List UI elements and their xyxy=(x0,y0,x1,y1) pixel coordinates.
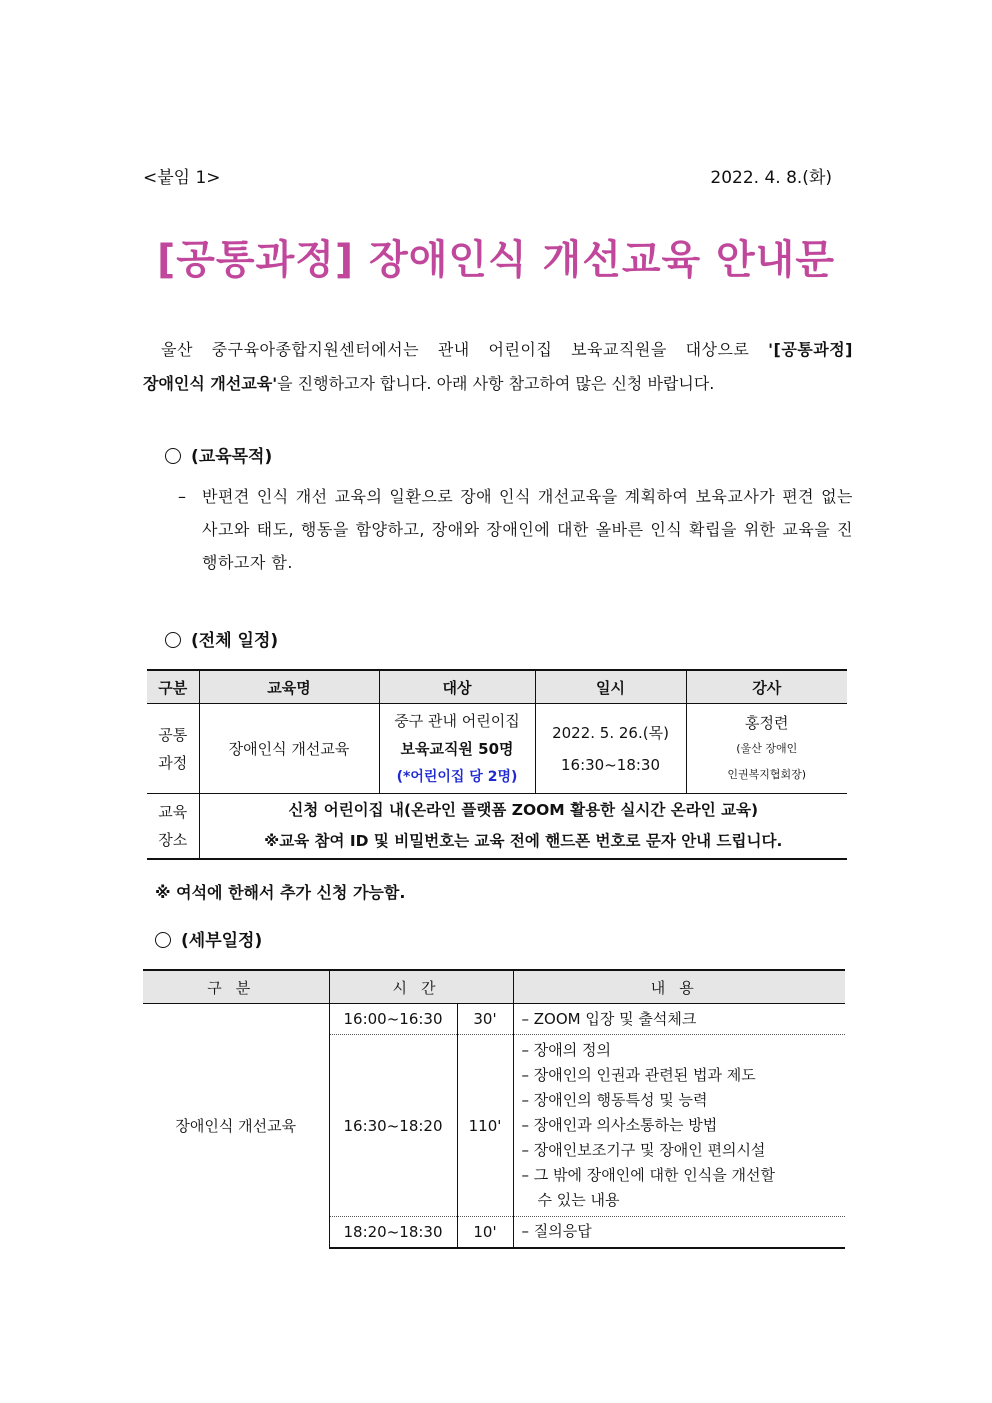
list-item: – 장애인의 행동특성 및 능력 xyxy=(521,1091,708,1109)
list-item: – 장애인과 의사소통하는 방법 xyxy=(521,1116,718,1134)
intro-text-2: 을 진행하고자 합니다. 아래 사항 참고하여 많은 신청 바랍니다. xyxy=(277,374,715,393)
document-title: [공통과정] 장애인식 개선교육 안내문 xyxy=(157,237,835,283)
lecturer-cell xyxy=(686,704,847,794)
circle-bullet-icon xyxy=(155,932,171,948)
list-item: 수 있는 내용 xyxy=(537,1191,620,1209)
intro-paragraph xyxy=(143,333,853,401)
purpose-heading xyxy=(165,442,272,467)
header-target: 대상 xyxy=(379,670,535,704)
header-course-name: 교육명 xyxy=(199,670,379,704)
lecturer-org: (울산 장애인 xyxy=(736,741,798,755)
overall-schedule-table xyxy=(147,669,847,860)
list-item: – 그 밖에 장애인에 대한 인식을 개선할 xyxy=(521,1166,775,1184)
dash-bullet: – xyxy=(178,487,186,506)
target-note: (*어린이집 당 2명) xyxy=(396,768,518,785)
intro-highlight-1: '[공통과정] xyxy=(768,340,853,359)
list-item: – 장애인보조기구 및 장애인 편의시설 xyxy=(521,1141,766,1159)
intro-text-1: 울산 중구육아종합지원센터에서는 관내 어린이집 보육교직원을 대상으로 xyxy=(161,340,769,359)
minutes-cell: 110' xyxy=(457,1035,513,1217)
lecturer-name: 홍정련 xyxy=(745,713,789,732)
place-text: 신청 어린이집 내(온라인 플랫폼 ZOOM 활용한 실시간 온라인 교육) xyxy=(288,801,759,819)
header-category: 구분 xyxy=(143,970,329,1004)
place-label-cell xyxy=(147,794,199,860)
table-row xyxy=(143,1004,845,1035)
content-cell: – 질의응답 xyxy=(513,1217,845,1248)
header-category: 구분 xyxy=(147,670,199,704)
target-cell xyxy=(379,704,535,794)
header-lecturer: 강사 xyxy=(686,670,847,704)
header-datetime: 일시 xyxy=(535,670,686,704)
purpose-paragraph xyxy=(178,480,853,579)
event-time: 16:30~18:30 xyxy=(560,755,661,774)
additional-note: ※ 여석에 한해서 추가 신청 가능함. xyxy=(155,883,406,902)
minutes-cell: 30' xyxy=(457,1004,513,1035)
purpose-text: 반편견 인식 개선 교육의 일환으로 장애 인식 개선교육을 계획하여 보육교사가 편견 없는 사고와 태도, 행동을 함양하고, 장애와 장애인에 대한 올바른 인식 확립을 위한 교육을 진행하고자 함. xyxy=(202,487,853,572)
course-cell: 장애인식 개선교육 xyxy=(175,1117,297,1136)
document-date: 2022. 4. 8.(화) xyxy=(710,168,832,188)
list-item: – 장애의 정의 xyxy=(521,1041,611,1059)
time-cell: 16:00~16:30 xyxy=(329,1004,457,1035)
event-date: 2022. 5. 26.(목) xyxy=(552,723,669,742)
attachment-label: <붙임 1> xyxy=(143,168,221,188)
schedule-heading-text: (전체 일정) xyxy=(191,631,279,651)
place-label: 교육 xyxy=(158,803,188,821)
table-header-row xyxy=(143,970,845,1004)
target-count: 보육교직원 50명 xyxy=(400,739,514,758)
purpose-heading-text: (교육목적) xyxy=(191,447,273,467)
target-line: 중구 관내 어린이집 xyxy=(394,711,520,730)
time-cell: 18:20~18:30 xyxy=(329,1217,457,1248)
schedule-heading xyxy=(165,626,278,651)
detail-schedule-table xyxy=(143,969,845,1249)
table-header-row xyxy=(147,670,847,704)
place-label: 장소 xyxy=(158,831,188,849)
place-cell xyxy=(199,794,847,860)
header-time: 시간 xyxy=(329,970,513,1004)
category-line: 과정 xyxy=(158,753,188,772)
detail-heading xyxy=(155,926,262,951)
category-line: 공통 xyxy=(158,725,188,744)
course-name-cell: 장애인식 개선교육 xyxy=(199,704,379,794)
intro-highlight-2: 장애인식 개선교육' xyxy=(143,374,278,393)
place-notice: ※교육 참여 ID 및 비밀번호는 교육 전에 핸드폰 번호로 문자 안내 드립니다. xyxy=(264,832,783,850)
minutes-cell: 10' xyxy=(457,1217,513,1248)
lecturer-org: 인권복지협회장) xyxy=(727,767,807,781)
place-row xyxy=(147,794,847,860)
detail-heading-text: (세부일정) xyxy=(181,931,263,951)
circle-bullet-icon xyxy=(165,448,181,464)
header-content: 내용 xyxy=(513,970,845,1004)
content-cell: – ZOOM 입장 및 출석체크 xyxy=(513,1004,845,1035)
circle-bullet-icon xyxy=(165,632,181,648)
category-cell xyxy=(147,704,199,794)
time-cell: 16:30~18:20 xyxy=(329,1035,457,1217)
content-cell xyxy=(513,1035,845,1217)
list-item: – 장애인의 인권과 관련된 법과 제도 xyxy=(521,1066,756,1084)
table-row xyxy=(147,704,847,794)
datetime-cell xyxy=(535,704,686,794)
